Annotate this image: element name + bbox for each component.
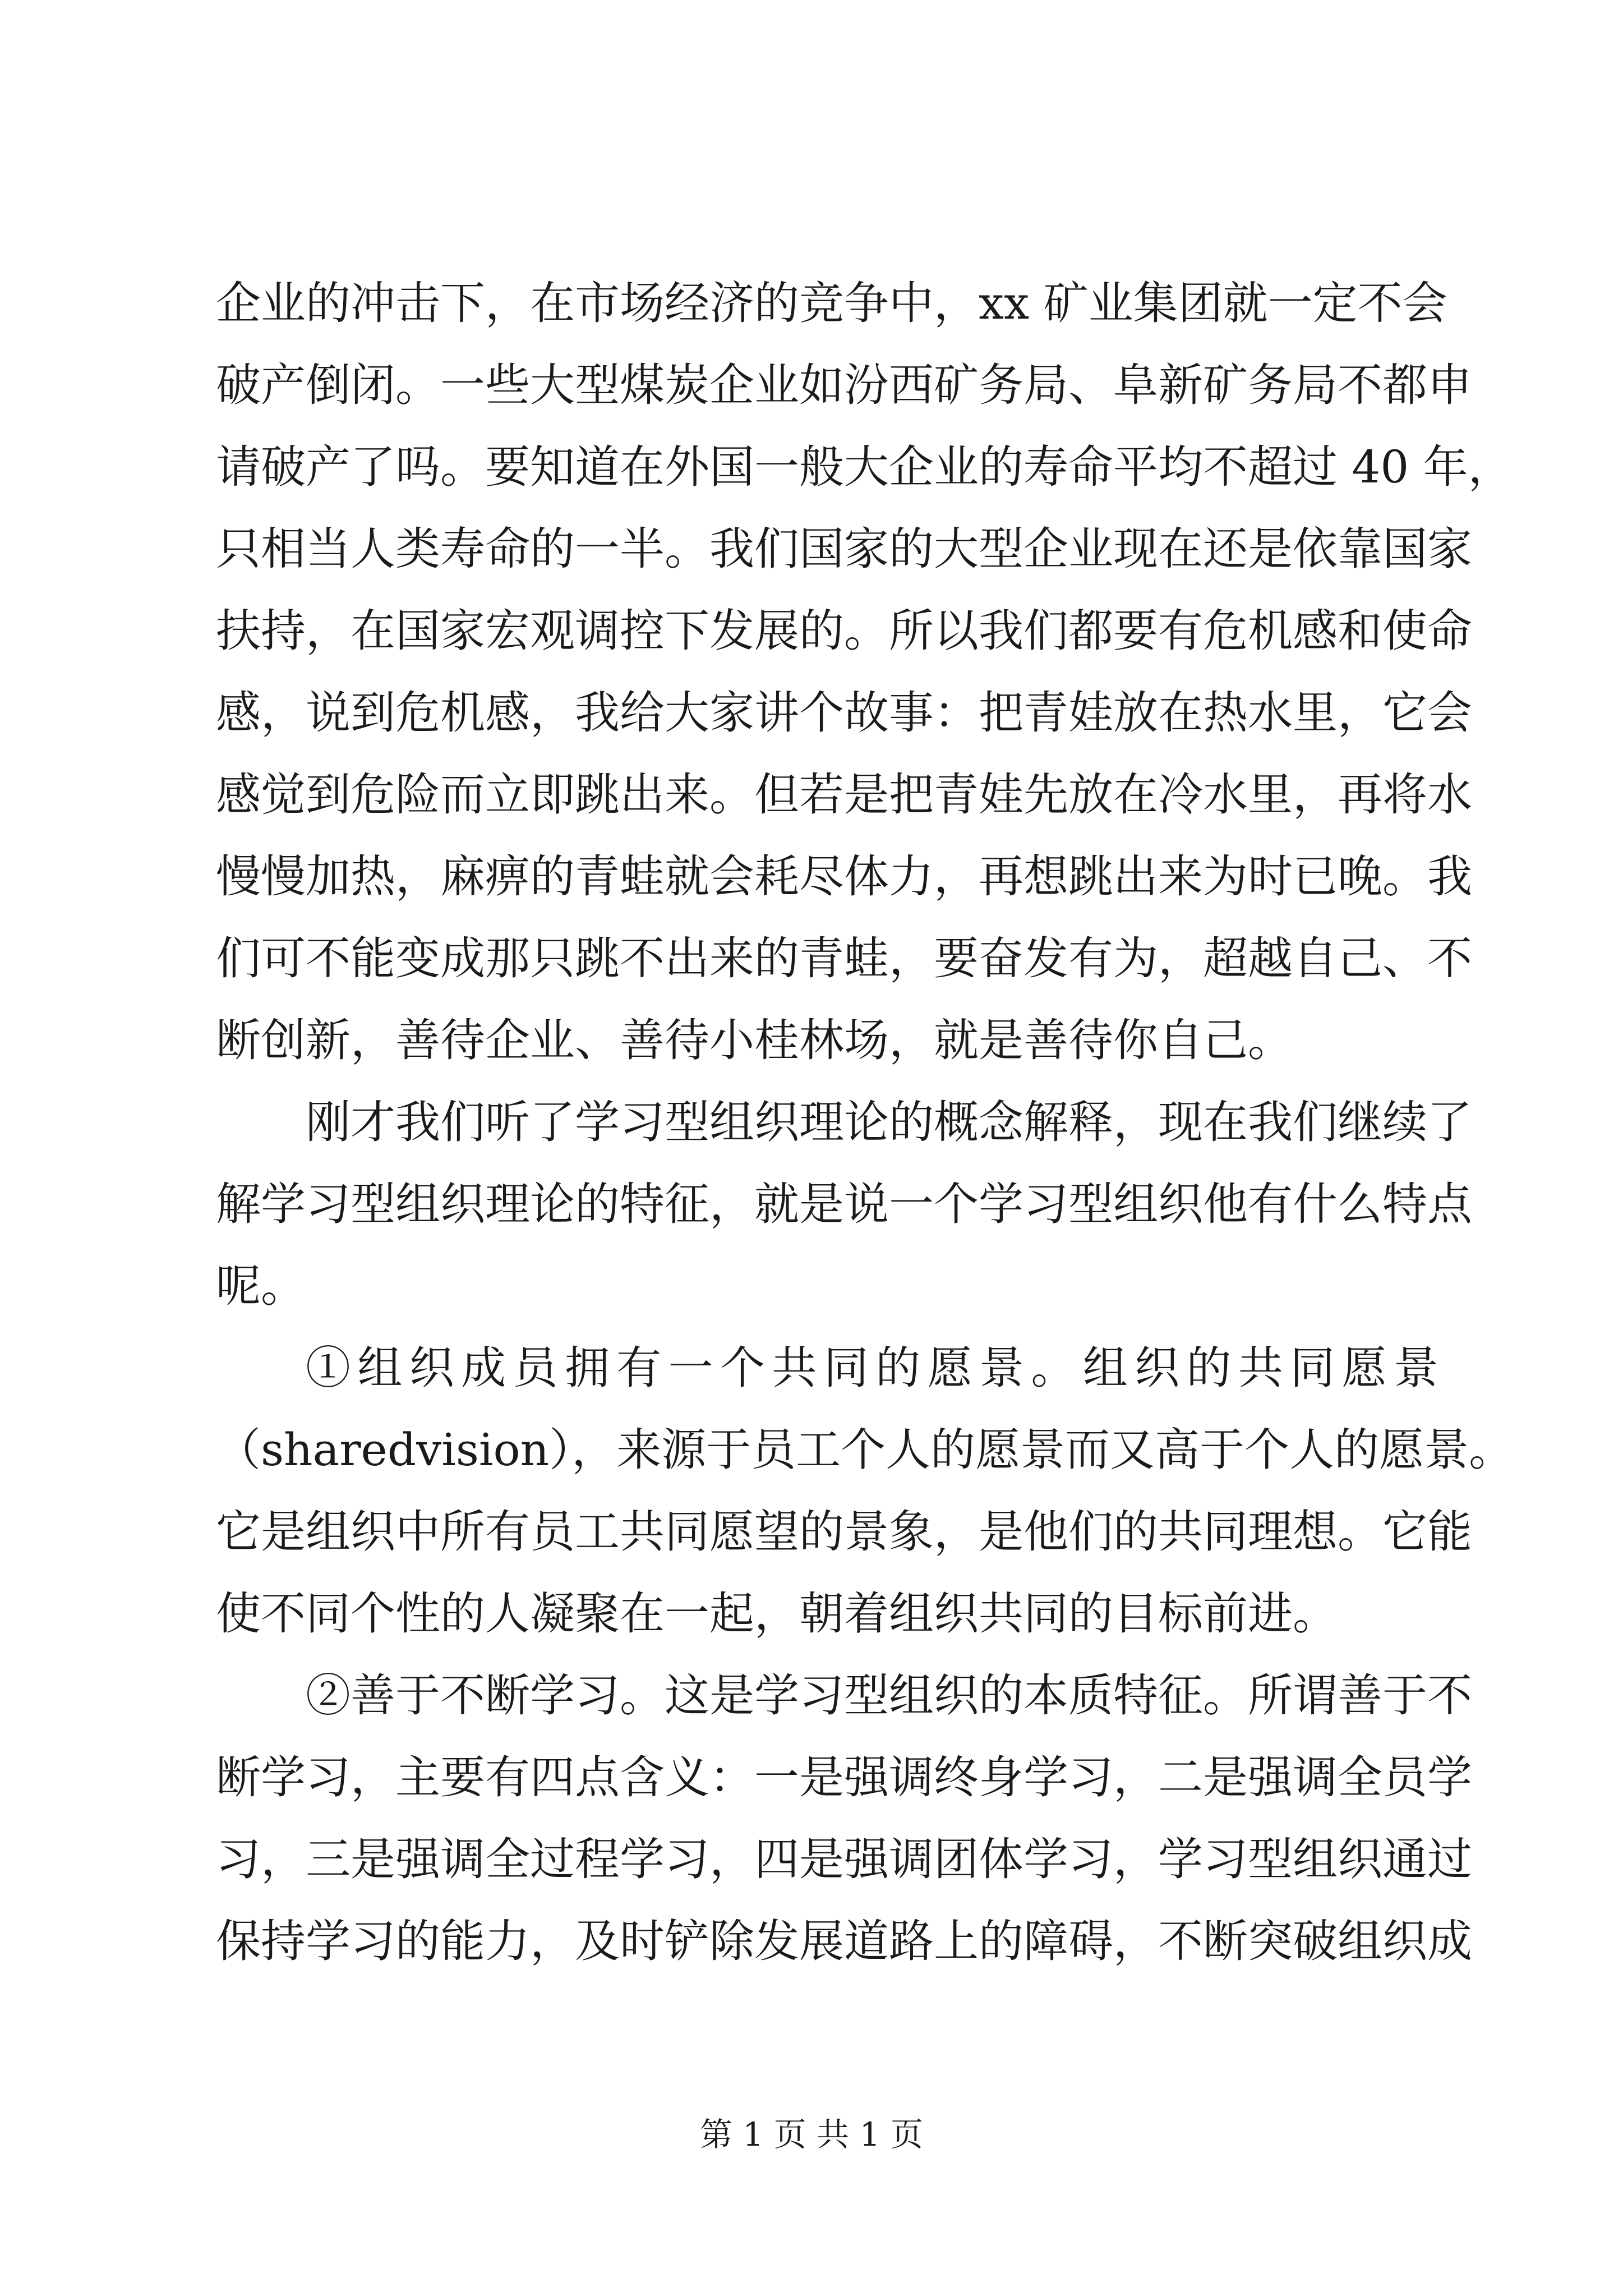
page-number-label: 第 1 页 共 1 页 (700, 2115, 923, 2154)
paragraph-start-line: ①组织成员拥有一个共同的愿景。组织的共同愿景 (306, 1342, 1438, 1394)
text-line: 解学习型组织理论的特征，就是说一个学习型组织他有什么特点 (216, 1178, 1472, 1230)
text-line: 请破产了吗。要知道在外国一般大企业的寿命平均不超过 40 年， (216, 441, 1513, 493)
text-line: 破产倒闭。一些大型煤炭企业如汾西矿务局、阜新矿务局不都申 (216, 359, 1472, 411)
text-line: 感，说到危机感，我给大家讲个故事：把青娃放在热水里，它会 (216, 687, 1472, 739)
paragraph-start-line: ②善于不断学习。这是学习型组织的本质特征。所谓善于不 (306, 1669, 1472, 1722)
text-line: 扶持，在国家宏观调控下发展的。所以我们都要有危机感和使命 (216, 605, 1472, 657)
text-line: 呢。 (216, 1260, 306, 1312)
paragraph-start-line: 刚才我们听了学习型组织理论的概念解释，现在我们继续了 (306, 1096, 1472, 1148)
text-line: 只相当人类寿命的一半。我们国家的大型企业现在还是依靠国家 (216, 523, 1472, 575)
text-line: （sharedvision），来源于员工个人的愿景而又高于个人的愿景。 (216, 1424, 1514, 1476)
text-line: 断创新，善待企业、善待小桂林场，就是善待你自己。 (216, 1014, 1293, 1066)
text-line: 们可不能变成那只跳不出来的青蛙，要奋发有为，超越自己、不 (216, 932, 1472, 984)
text-line: 它是组织中所有员工共同愿望的景象，是他们的共同理想。它能 (216, 1506, 1472, 1558)
text-line: 保持学习的能力，及时铲除发展道路上的障碍，不断突破组织成 (216, 1915, 1472, 1967)
text-line: 感觉到危险而立即跳出来。但若是把青娃先放在冷水里，再将水 (216, 769, 1472, 821)
text-line: 使不同个性的人凝聚在一起，朝着组织共同的目标前进。 (216, 1588, 1338, 1640)
text-line: 习，三是强调全过程学习，四是强调团体学习，学习型组织通过 (216, 1833, 1472, 1885)
text-line: 慢慢加热，麻痹的青蛙就会耗尽体力，再想跳出来为时已晚。我 (216, 850, 1472, 903)
text-line: 断学习，主要有四点含义：一是强调终身学习，二是强调全员学 (216, 1751, 1472, 1803)
page-footer (0, 2112, 1623, 2157)
text-line: 企业的冲击下，在市场经济的竞争中，xx 矿业集团就一定不会 (216, 277, 1447, 329)
body-text (216, 263, 1514, 1982)
